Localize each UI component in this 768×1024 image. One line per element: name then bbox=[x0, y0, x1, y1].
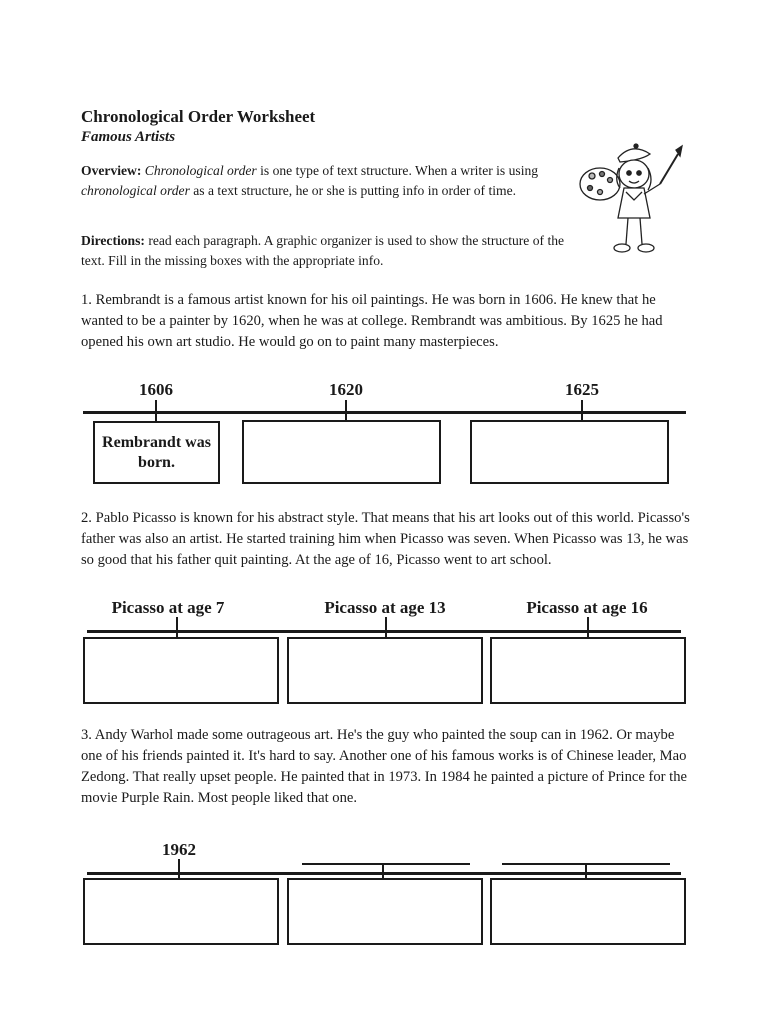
timeline-1-label-3: 1625 bbox=[565, 380, 599, 399]
overview-label: Overview: bbox=[81, 163, 142, 178]
timeline-1-tick-3 bbox=[581, 400, 583, 421]
overview-paragraph bbox=[81, 161, 566, 201]
directions-text: read each paragraph. A graphic organizer is used to show the structure of the text. Fill in the missing boxes with the appropriate info. bbox=[81, 233, 565, 268]
timeline-1-line bbox=[83, 411, 686, 414]
timeline-2-box-2[interactable] bbox=[287, 637, 483, 704]
timeline-2-tick-1 bbox=[176, 617, 178, 638]
artist-girl-illustration bbox=[578, 140, 690, 262]
timeline-3-box-3[interactable] bbox=[490, 878, 686, 945]
timeline-1-tick-1 bbox=[155, 400, 157, 421]
rembrandt-paragraph: 1. Rembrandt is a famous artist known for his oil paintings. He was born in 1606. He knew that he wanted to be a painter by 1620, when he was at college. Rembrandt was ambitious. By 1625 he had opened his own art studio. He would go on to paint many masterpieces. bbox=[81, 292, 663, 350]
timeline-2-box-3[interactable] bbox=[490, 637, 686, 704]
page-subtitle: Famous Artists bbox=[81, 129, 176, 145]
timeline-3-blank-label-2[interactable] bbox=[302, 863, 470, 865]
timeline-1-tick-2 bbox=[345, 400, 347, 421]
timeline-2-label-1: Picasso at age 7 bbox=[111, 598, 225, 617]
overview-text-1: is one type of text structure. When a writer is using bbox=[256, 163, 539, 178]
timeline-1-box-3[interactable] bbox=[470, 420, 669, 484]
timeline-2-tick-3 bbox=[587, 617, 589, 638]
timeline-2-label-3: Picasso at age 16 bbox=[526, 598, 648, 617]
picasso-paragraph: 2. Pablo Picasso is known for his abstract style. That means that his art looks out of this world. Picasso's father was also an artist. He started training him when Picasso was seven. When Picasso was 13, he was so good that his father quit painting. At the age of 16, Picasso went to art school. bbox=[81, 510, 690, 568]
timeline-1-box-2[interactable] bbox=[242, 420, 441, 484]
timeline-1-label-2: 1620 bbox=[329, 380, 363, 399]
timeline-1-label-1: 1606 bbox=[139, 380, 173, 399]
overview-text-2: as a text structure, he or she is putting info in order of time. bbox=[189, 183, 517, 198]
warhol-paragraph: 3. Andy Warhol made some outrageous art. He's the guy who painted the soup can in 1962. Or maybe one of his friends painted it. It's hard to say. Another one of his famous works is of Chinese leader, Mao Zedong. That really upset people. He painted that in 1973. In 1984 he painted a picture of Prince for the movie Purple Rain. Most people liked that one. bbox=[81, 727, 687, 806]
overview-term-1: Chronological order bbox=[144, 163, 257, 178]
timeline-2-label-2: Picasso at age 13 bbox=[324, 598, 446, 617]
directions-label: Directions: bbox=[81, 233, 145, 248]
timeline-2-tick-2 bbox=[385, 617, 387, 638]
timeline-3-box-1[interactable] bbox=[83, 878, 279, 945]
page-title: Chronological Order Worksheet bbox=[81, 107, 316, 126]
timeline-3-tick-1 bbox=[178, 859, 180, 880]
directions-paragraph bbox=[81, 231, 566, 271]
timeline-3-line bbox=[87, 872, 681, 875]
overview-term-2: chronological order bbox=[81, 183, 190, 198]
timeline-3-box-2[interactable] bbox=[287, 878, 483, 945]
timeline-3-label-1: 1962 bbox=[162, 840, 196, 859]
timeline-2-box-1[interactable] bbox=[83, 637, 279, 704]
timeline-1-box-1: Rembrandt was born. bbox=[93, 421, 220, 484]
